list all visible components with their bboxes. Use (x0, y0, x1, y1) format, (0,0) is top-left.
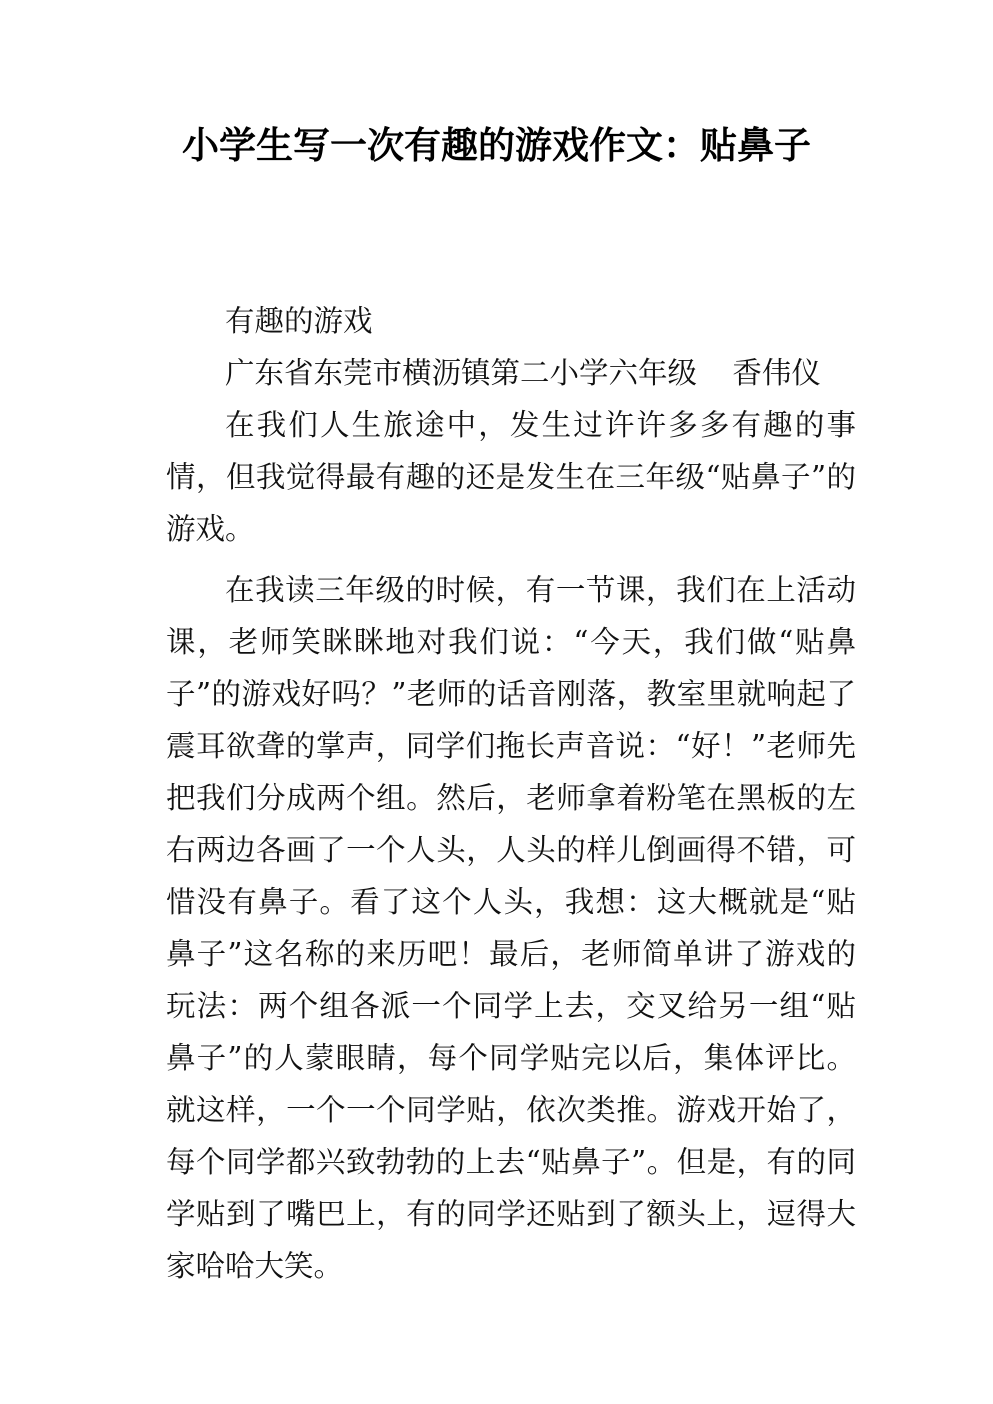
essay-subtitle: 有趣的游戏 (225, 304, 373, 338)
document-title: 小学生写一次有趣的游戏作文：贴鼻子 (182, 124, 811, 167)
paragraph-2: 在我读三年级的时候，有一节课，我们在上活动课，老师笑眯眯地对我们说：“今天，我们做“贴鼻子”的游戏好吗？”老师的话音刚落，教室里就响起了震耳欲聋的掌声，同学们拖长声音说：“好！”老师先把我们分成两个组。然后，老师拿着粉笔在黑板的左右两边各画了一个人头，人头的样儿倒画得不错，可惜没有鼻子。看了这个人头，我想：这大概就是“贴鼻子”这名称的来历吧！最后，老师简单讲了游戏的玩法：两个组各派一个同学上去，交叉给另一组“贴鼻子”的人蒙眼睛，每个同学贴完以后，集体评比。就这样，一个一个同学贴，依次类推。游戏开始了，每个同学都兴致勃勃的上去“贴鼻子”。但是，有的同学贴到了嘴巴上，有的同学还贴到了额头上，逗得大家哈哈大笑。 (166, 573, 856, 1283)
author-name: 香伟仪 (732, 356, 821, 390)
author-school: 广东省东莞市横沥镇第二小学六年级 (225, 356, 698, 390)
document-body (166, 295, 856, 1292)
author-line (166, 347, 856, 399)
paragraph-1: 在我们人生旅途中，发生过许许多多有趣的事情，但我觉得最有趣的还是发生在三年级“贴鼻子”的游戏。 (166, 408, 856, 546)
